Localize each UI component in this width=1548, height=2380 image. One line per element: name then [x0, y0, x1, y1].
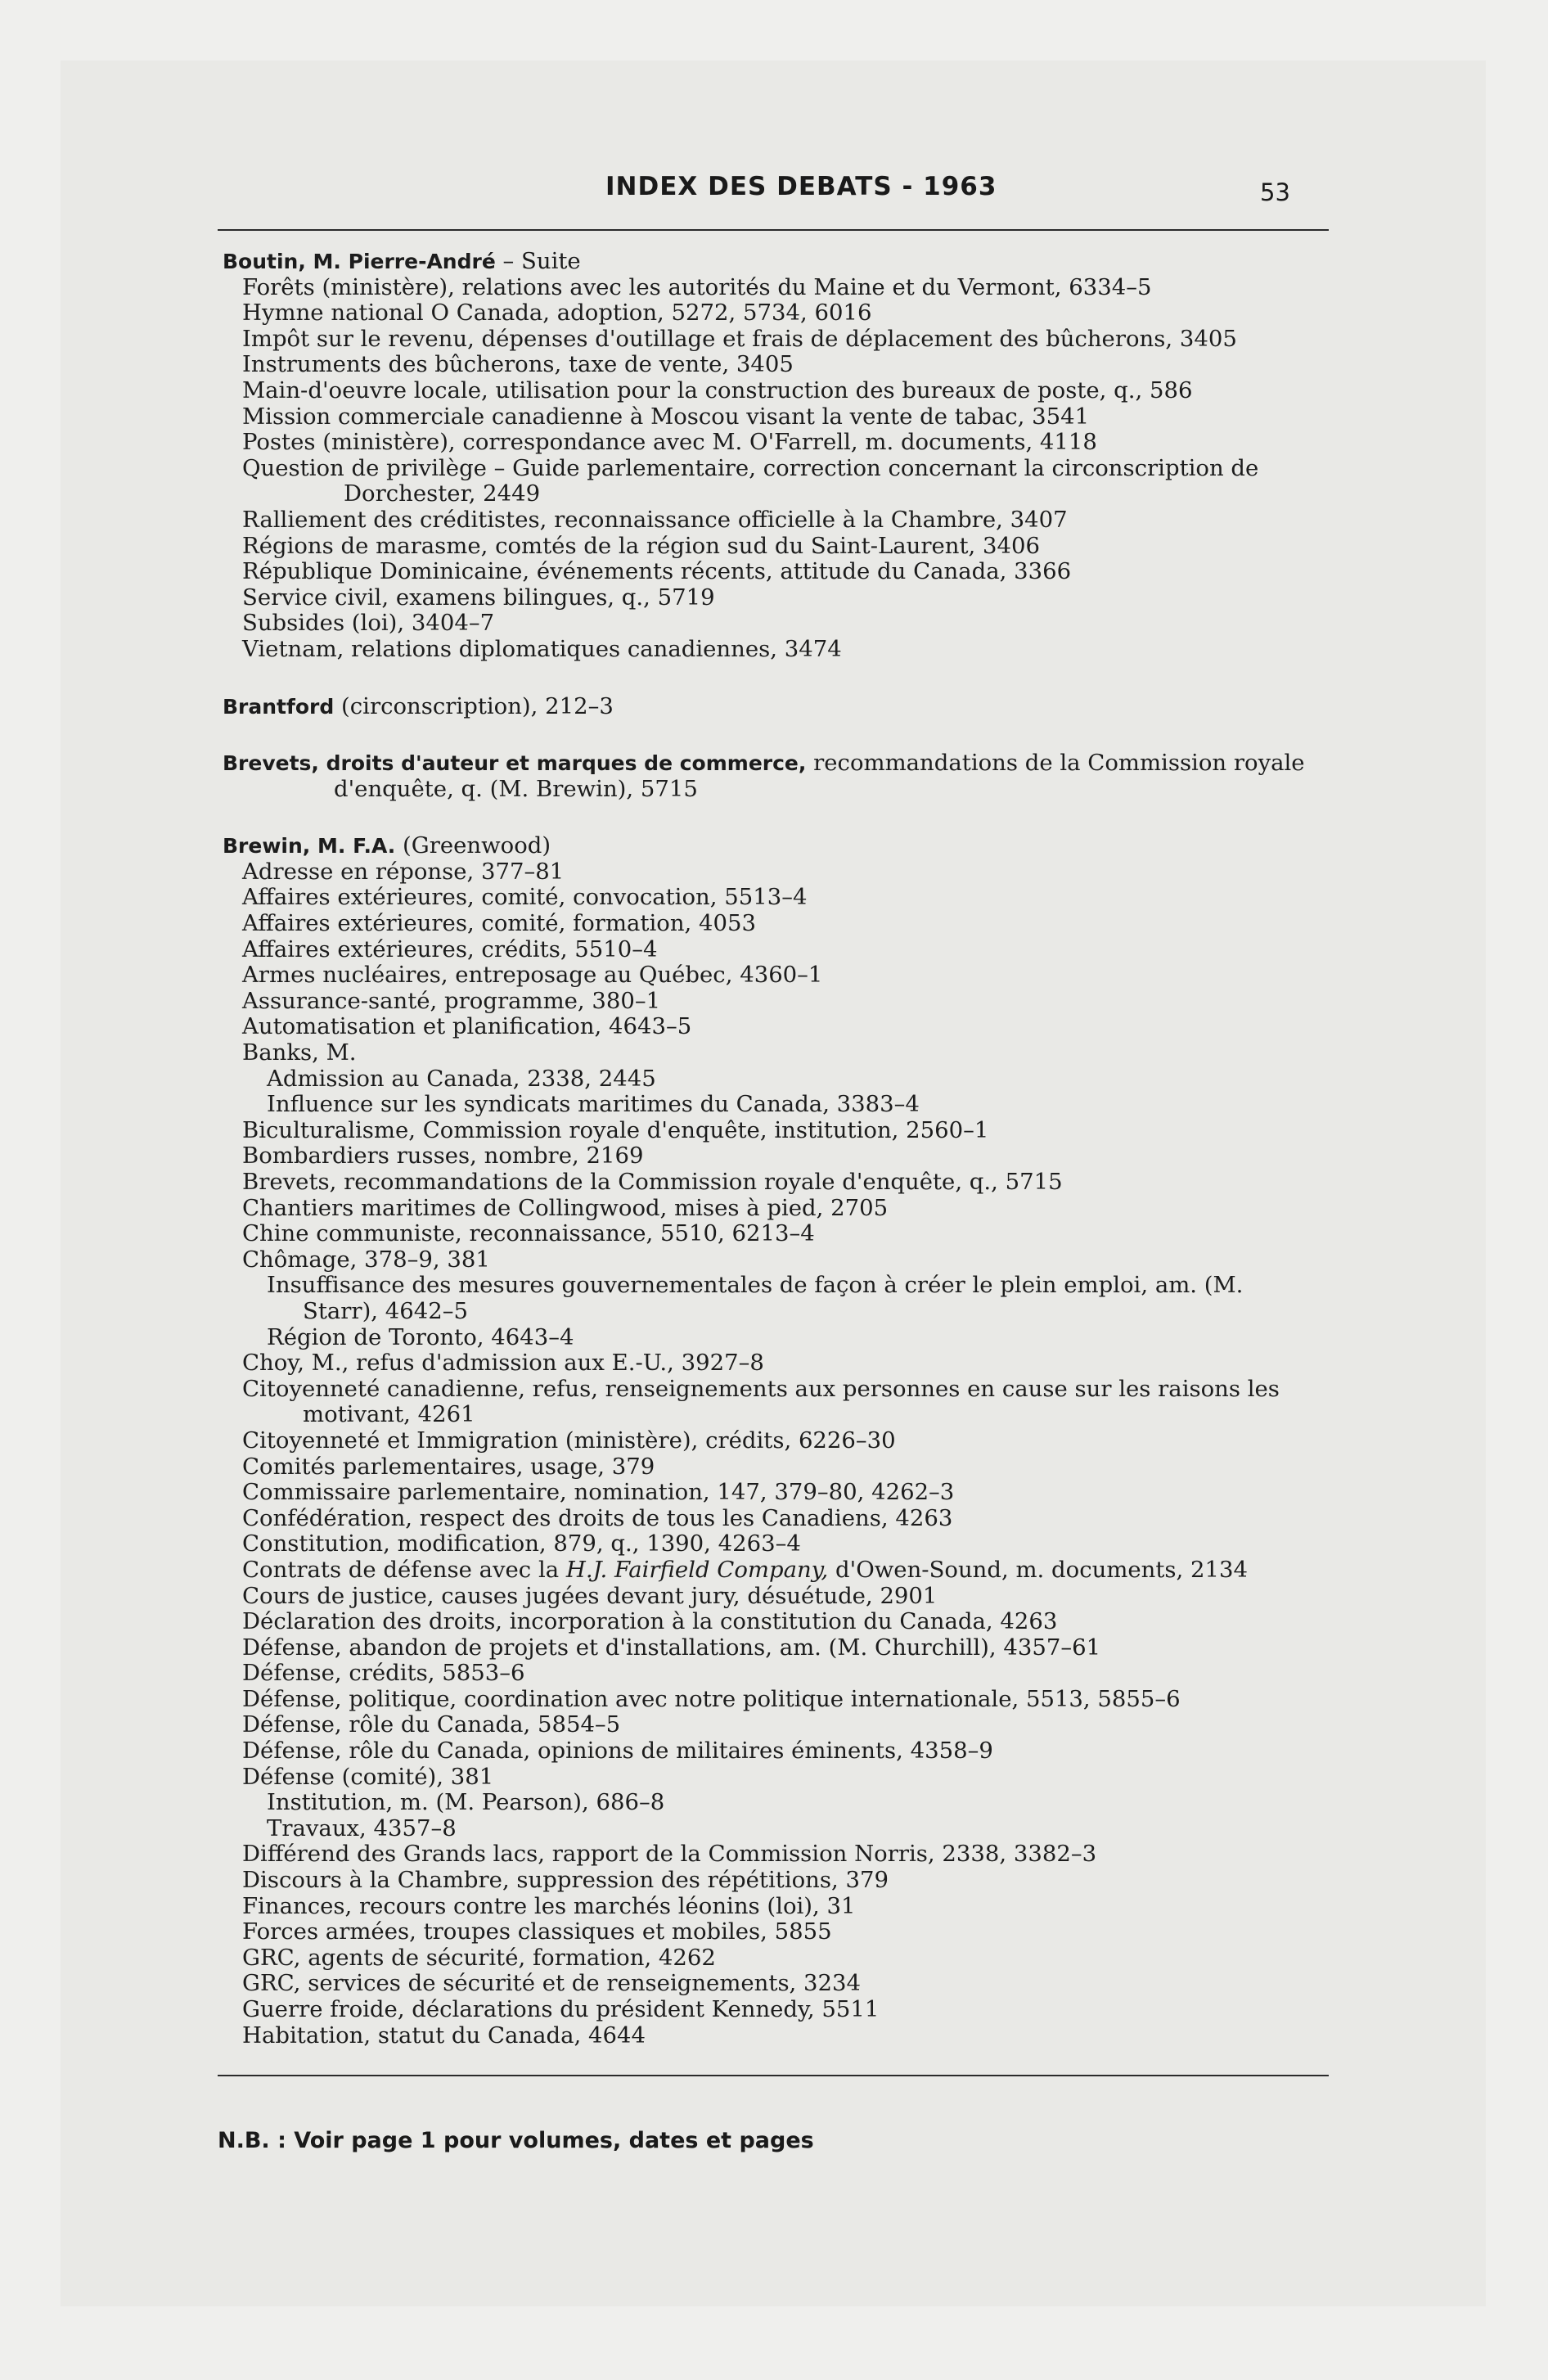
index-line: Question de privilège – Guide parlementaire, correction concernant la circonscription de	[242, 454, 1259, 481]
index-line: Vietnam, relations diplomatiques canadiennes, 3474	[242, 635, 842, 662]
heading-boutin: Boutin, M. Pierre-André	[223, 250, 496, 273]
index-line: Bombardiers russes, nombre, 2169	[242, 1143, 644, 1170]
line-text: Contrats de défense avec la	[242, 1556, 566, 1583]
entry-heading	[223, 694, 1335, 720]
index-subline: Travaux, 4357–8	[267, 1814, 457, 1841]
heading-text: recommandations de la Commission royale	[806, 750, 1305, 777]
index-line-continuation: d'enquête, q. (M. Brewin), 5715	[334, 775, 698, 802]
index-line: Mission commerciale canadienne à Moscou visant la vente de tabac, 3541	[242, 403, 1090, 430]
index-body	[223, 249, 1335, 2049]
index-line: Régions de marasme, comtés de la région sud du Saint-Laurent, 3406	[242, 532, 1041, 559]
index-line: Subsides (loi), 3404–7	[242, 610, 495, 637]
index-line: Cours de justice, causes jugées devant jury, désuétude, 2901	[242, 1582, 938, 1609]
index-line: Banks, M.	[242, 1039, 357, 1066]
index-line: Déclaration des droits, incorporation à la constitution du Canada, 4263	[242, 1608, 1058, 1635]
index-line: Citoyenneté canadienne, refus, renseignements aux personnes en cause sur les raisons les	[242, 1375, 1280, 1402]
index-line: Forces armées, troupes classiques et mobiles, 5855	[242, 1918, 832, 1945]
index-line: Habitation, statut du Canada, 4644	[242, 2022, 646, 2049]
heading-suffix: (Greenwood)	[395, 832, 551, 859]
line-text: d'Owen-Sound, m. documents, 2134	[828, 1556, 1249, 1583]
index-line: Constitution, modification, 879, q., 1390, 4263–4	[242, 1530, 801, 1557]
index-line: Discours à la Chambre, suppression des répétitions, 379	[242, 1867, 889, 1894]
index-line: Défense, crédits, 5853–6	[242, 1660, 525, 1687]
index-line: Adresse en réponse, 377–81	[242, 858, 565, 885]
spacer	[223, 719, 1335, 751]
index-line: Guerre froide, déclarations du président Kennedy, 5511	[242, 1996, 880, 2022]
index-line: Défense, rôle du Canada, opinions de militaires éminents, 4358–9	[242, 1738, 993, 1765]
index-line: Défense (comité), 381	[242, 1763, 494, 1790]
index-line: Biculturalisme, Commission royale d'enquête, institution, 2560–1	[242, 1116, 989, 1143]
entry-heading	[223, 833, 1335, 859]
index-line: Service civil, examens bilingues, q., 5719	[242, 584, 715, 611]
index-line: Différend des Grands lacs, rapport de la Commission Norris, 2338, 3382–3	[242, 1841, 1097, 1868]
index-line: République Dominicaine, événements récents, attitude du Canada, 3366	[242, 558, 1072, 585]
index-line: Ralliement des créditistes, reconnaissance officielle à la Chambre, 3407	[242, 506, 1068, 533]
index-subline: Insuffisance des mesures gouvernementales de façon à créer le plein emploi, am. (M.	[267, 1272, 1244, 1299]
index-line: Défense, politique, coordination avec notre politique internationale, 5513, 5855–6	[242, 1685, 1181, 1712]
index-line: Affaires extérieures, comité, convocation, 5513–4	[242, 884, 808, 911]
index-line: GRC, agents de sécurité, formation, 4262	[242, 1944, 716, 1971]
index-line: Affaires extérieures, comité, formation, 4053	[242, 910, 757, 937]
heading-brevets: Brevets, droits d'auteur et marques de commerce,	[223, 751, 807, 776]
footnote: N.B. : Voir page 1 pour volumes, dates et pages	[218, 2128, 814, 2153]
spacer	[223, 802, 1335, 833]
spacer	[223, 663, 1335, 694]
index-line: Chine communiste, reconnaissance, 5510, 6213–4	[242, 1220, 815, 1247]
index-line-continuation: Starr), 4642–5	[303, 1297, 469, 1324]
index-line: Défense, abandon de projets et d'installations, am. (M. Churchill), 4357–61	[242, 1634, 1101, 1661]
entry-heading	[223, 751, 1335, 777]
index-line: Automatisation et planification, 4643–5	[242, 1013, 692, 1040]
index-subline: Région de Toronto, 4643–4	[267, 1323, 574, 1350]
company-name: H.J. Fairfield Company,	[565, 1556, 829, 1583]
index-line: Postes (ministère), correspondance avec M. O'Farrell, m. documents, 4118	[242, 429, 1097, 456]
index-line: Impôt sur le revenu, dépenses d'outillage et frais de déplacement des bûcherons, 3405	[242, 325, 1237, 352]
index-line: Comités parlementaires, usage, 379	[242, 1453, 655, 1480]
index-subline: Influence sur les syndicats maritimes du Canada, 3383–4	[267, 1091, 920, 1118]
index-line: Instruments des bûcherons, taxe de vente, 3405	[242, 351, 794, 378]
bottom-rule	[218, 2075, 1329, 2076]
index-line: Affaires extérieures, crédits, 5510–4	[242, 935, 658, 962]
heading-brewin: Brewin, M. F.A.	[223, 834, 396, 859]
index-line: Main-d'oeuvre locale, utilisation pour la construction des bureaux de poste, q., 586	[242, 376, 1193, 403]
index-line: Assurance-santé, programme, 380–1	[242, 987, 661, 1014]
index-line: Finances, recours contre les marchés léonins (loi), 31	[242, 1892, 856, 1919]
index-line: Choy, M., refus d'admission aux E.-U., 3927–8	[242, 1350, 764, 1377]
index-line: Brevets, recommandations de la Commission royale d'enquête, q., 5715	[242, 1169, 1063, 1195]
index-subline: Admission au Canada, 2338, 2445	[267, 1065, 656, 1092]
index-line: Citoyenneté et Immigration (ministère), crédits, 6226–30	[242, 1427, 896, 1454]
heading-text: (circonscription), 212–3	[334, 692, 614, 719]
index-subline: Institution, m. (M. Pearson), 686–8	[267, 1789, 665, 1816]
index-line: Chômage, 378–9, 381	[242, 1246, 490, 1273]
page-title: INDEX DES DEBATS - 1963	[605, 172, 997, 201]
index-line: Forêts (ministère), relations avec les autorités du Maine et du Vermont, 6334–5	[242, 273, 1152, 300]
index-line: Défense, rôle du Canada, 5854–5	[242, 1711, 621, 1738]
top-rule	[218, 229, 1329, 231]
entry-heading	[223, 249, 1335, 275]
page-number: 53	[1260, 178, 1290, 206]
index-line-continuation: Dorchester, 2449	[344, 480, 541, 507]
index-line: Hymne national O Canada, adoption, 5272, 5734, 6016	[242, 300, 872, 327]
index-line: Armes nucléaires, entreposage au Québec, 4360–1	[242, 962, 823, 989]
heading-brantford: Brantford	[223, 694, 335, 719]
heading-suffix: – Suite	[495, 248, 581, 274]
index-line: Chantiers maritimes de Collingwood, mises à pied, 2705	[242, 1194, 889, 1221]
index-line-continuation: motivant, 4261	[303, 1401, 475, 1428]
index-line: Commissaire parlementaire, nomination, 147, 379–80, 4262–3	[242, 1479, 955, 1506]
index-line: Confédération, respect des droits de tous les Canadiens, 4263	[242, 1504, 953, 1531]
index-line	[223, 1557, 1335, 1584]
index-line: GRC, services de sécurité et de renseignements, 3234	[242, 1970, 862, 1997]
